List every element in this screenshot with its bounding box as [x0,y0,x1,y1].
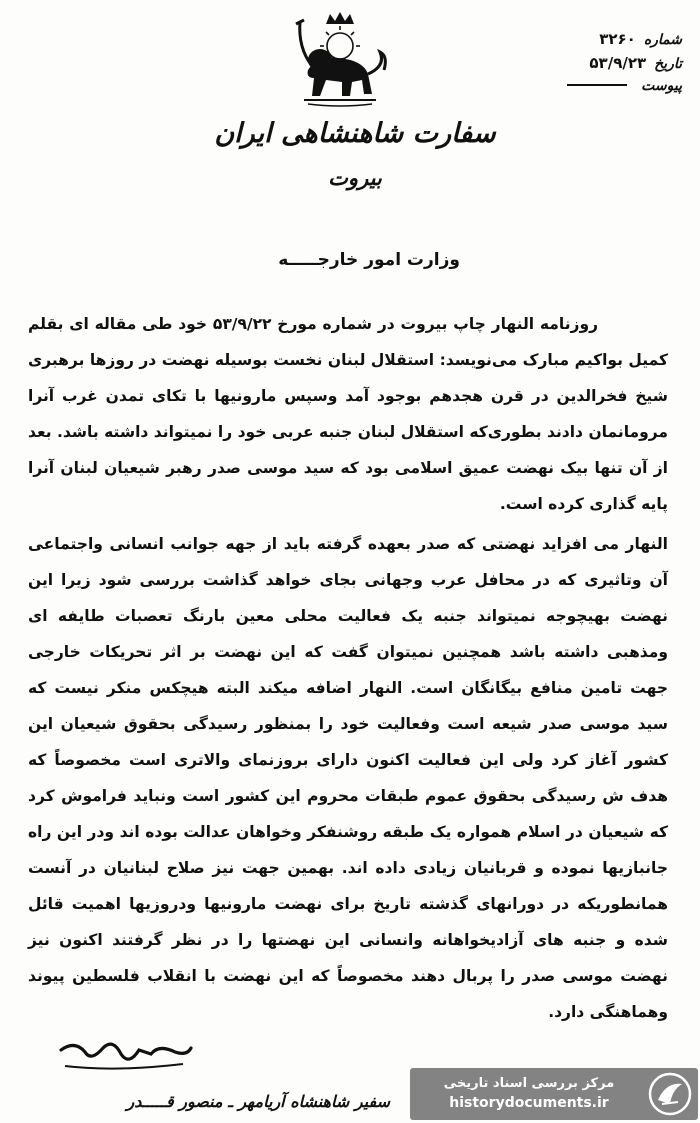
watermark-title: مرکز بررسی اسناد تاریخی [443,1076,615,1091]
lion-and-sun-emblem-icon [268,8,398,108]
number-value: ۳۲۶۰ [599,30,636,48]
attachment-line [567,84,627,86]
watermark-url: historydocuments.ir [449,1095,609,1111]
archive-logo-icon [648,1072,692,1116]
number-row [512,30,682,54]
archive-watermark [410,1068,698,1120]
watermark-text [410,1073,648,1115]
signatory-line: سفیر شاهنشاه آریامهر ـ منصور قـــــدر [126,1092,390,1111]
embassy-name: سفارت شاهنشاهی ایران [214,118,496,149]
letter-body [28,306,668,1030]
date-value: ۵۳/۹/۲۳ [589,54,647,72]
embassy-city: بیروت [328,165,382,190]
body-paragraph-1: روزنامه النهار چاپ بیروت در شماره مورخ ۵۳/۹/۲۲ خود طی مقاله ای بقلم کمیل بواکیم مبارک می‌نویسد: استقلال لبنان نخست بوسیله نهضت در روزها برهبری شیخ فخرالدین در قرن هجدهم بوجود آمد وسپس مارونیها با تکای تمدن غرب آنرا مرومانمان دادند بطوری‌که استقلال لبنان جنبه عربی خود را نمیتواند داشته باشد. بعد از آن تنها بیک نهضت عمیق اسلامی بود که سید موسی صدر رهبر شیعیان لبنان آنرا پایه گذاری کرده است. [28,315,668,513]
addressee: وزارت امور خارجـــــه [278,250,460,270]
attachment-label: پیوست [641,78,682,94]
attachment-row [512,78,682,102]
number-label: شماره [643,32,682,48]
date-label: تاریخ [654,56,682,72]
body-paragraph-2: النهار می افزاید نهضتی که صدر بعهده گرفته باید از جهه جوانب انسانی واجتماعی آن وتاثیری که در محافل عرب وجهانی بجای خواهد گذاشت بررسی شود زیرا این نهضت بهیچوجه نمیتواند جنبه یک فعالیت محلی معین بارنگ تعصبات طایفه ای ومذهبی داشته باشد همچنین نمیتوان گفت که این نهضت بر اثر تحریکات خارجی جهت تامین منافع بیگانگان است. النهار اضافه میکند البته هیچکس منکر نیست که سید موسی صدر شیعه است وفعالیت خود را بمنظور رسیدگی بحقوق شیعیان این کشور آغاز کرد ولی این فعالیت اکنون دارای بروزنمای والاتری است مخصوصاً که هدف ش رسیدگی بحقوق عموم طبقات محروم این کشور است ونباید فراموش کرد که شیعیان در اسلام همواره یک طبقه روشنفکر وخواهان عدالت بوده اند ودر این راه جانبازیها نموده و قربانیان زیادی داده اند. بهمین جهت نیز صلاح لبنانیان در آنست همانطوریکه در دورانهای گذشته تاریخ برای نهضت مارونیها ودروزیها اهمیت قائل شده و جنبه های آزادیخواهانه وانسانی این نهضتها را در نظر گرفتند اکنون نیز نهضت موسی صدر را پربال دهند مخصوصاً که این نهضت با انقلاب فلسطین پیوند وهماهنگی دارد. [28,535,668,1021]
document-meta [512,30,682,102]
embassy-letterhead [0,118,700,190]
handwritten-signature-icon [55,1036,195,1076]
date-row [512,54,682,78]
